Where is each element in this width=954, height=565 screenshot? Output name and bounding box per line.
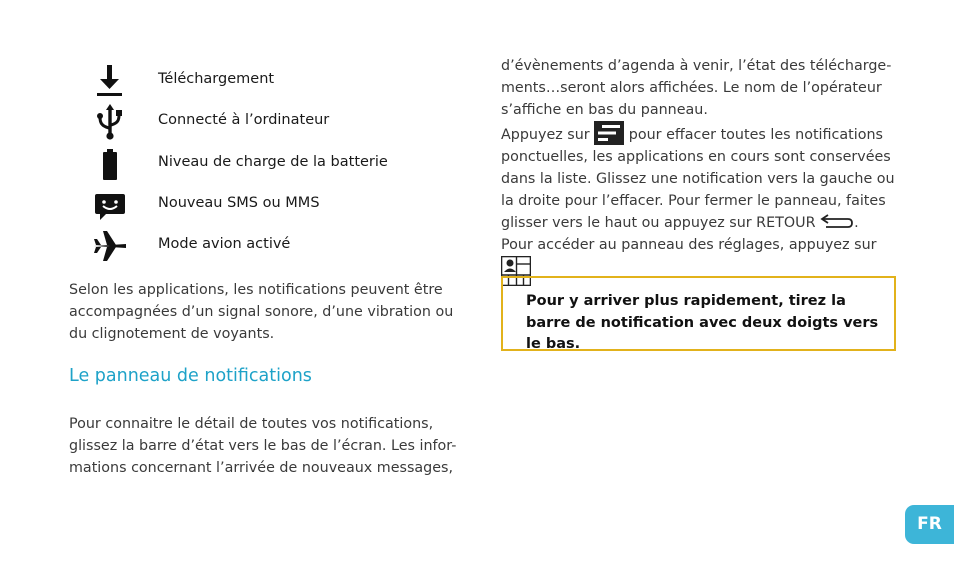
language-tab — [905, 505, 954, 544]
text-line: d’évènements d’agenda à venir, l’état des télécharge- — [501, 58, 892, 74]
body-paragraph — [69, 413, 469, 479]
clear-all-icon — [594, 121, 624, 145]
status-label: Niveau de charge de la batterie — [158, 154, 388, 170]
text-line: Selon les applications, les notifications peuvent être — [69, 282, 443, 298]
text-line: du clignotement de voyants. — [69, 326, 275, 342]
text-line: accompagnées d’un signal sonore, d’une vibration ou — [69, 304, 454, 320]
status-label: Nouveau SMS ou MMS — [158, 195, 320, 211]
text-line: dans la liste. Glissez une notification vers la gauche ou — [501, 171, 895, 187]
text-line — [501, 212, 901, 234]
clear-suffix: pour effacer toutes les notifications — [628, 127, 883, 143]
section-heading: Le panneau de notifications — [69, 366, 312, 386]
tip-text: Pour y arriver plus rapidement, tirez la barre de notification avec deux doigts vers le bas. — [526, 293, 879, 352]
clear-prefix: Appuyez sur — [501, 127, 590, 143]
text-line: glissez la barre d’état vers le bas de l’écran. Les infor- — [69, 438, 457, 454]
tip-box — [501, 276, 896, 351]
intro-paragraph — [69, 279, 469, 345]
text-line: Pour connaitre le détail de toutes vos notifications, — [69, 416, 434, 432]
back-suffix: . — [854, 215, 859, 231]
text-line: ponctuelles, les applications en cours sont conservées — [501, 149, 891, 165]
back-prefix: glisser vers le haut ou appuyez sur RETOUR — [501, 215, 816, 231]
sms-icon — [92, 187, 128, 223]
back-arrow-icon — [820, 213, 854, 229]
text-line: ments…seront alors affichées. Le nom de l’opérateur — [501, 80, 882, 96]
text-line: la droite pour l’effacer. Pour fermer le panneau, faites — [501, 193, 886, 209]
right-paragraph — [501, 55, 901, 286]
status-label: Mode avion activé — [158, 236, 291, 252]
language-tab-label: FR — [917, 514, 942, 534]
status-row-download — [92, 63, 452, 99]
text-line: Pour accéder au panneau des réglages, appuyez sur — [501, 237, 877, 253]
download-icon — [92, 63, 128, 99]
usb-icon — [92, 104, 128, 140]
status-row-usb — [92, 104, 452, 140]
text-line: s’affiche en bas du panneau. — [501, 102, 708, 118]
status-row-airplane — [92, 228, 452, 264]
settings-suffix: . — [531, 266, 536, 282]
battery-icon — [92, 146, 128, 182]
text-line — [501, 121, 901, 146]
status-label: Connecté à l’ordinateur — [158, 112, 330, 128]
status-row-battery — [92, 146, 452, 182]
status-label: Téléchargement — [158, 71, 275, 87]
airplane-icon — [92, 228, 128, 264]
status-row-sms — [92, 187, 452, 223]
text-line: mations concernant l’arrivée de nouveaux messages, — [69, 460, 454, 476]
